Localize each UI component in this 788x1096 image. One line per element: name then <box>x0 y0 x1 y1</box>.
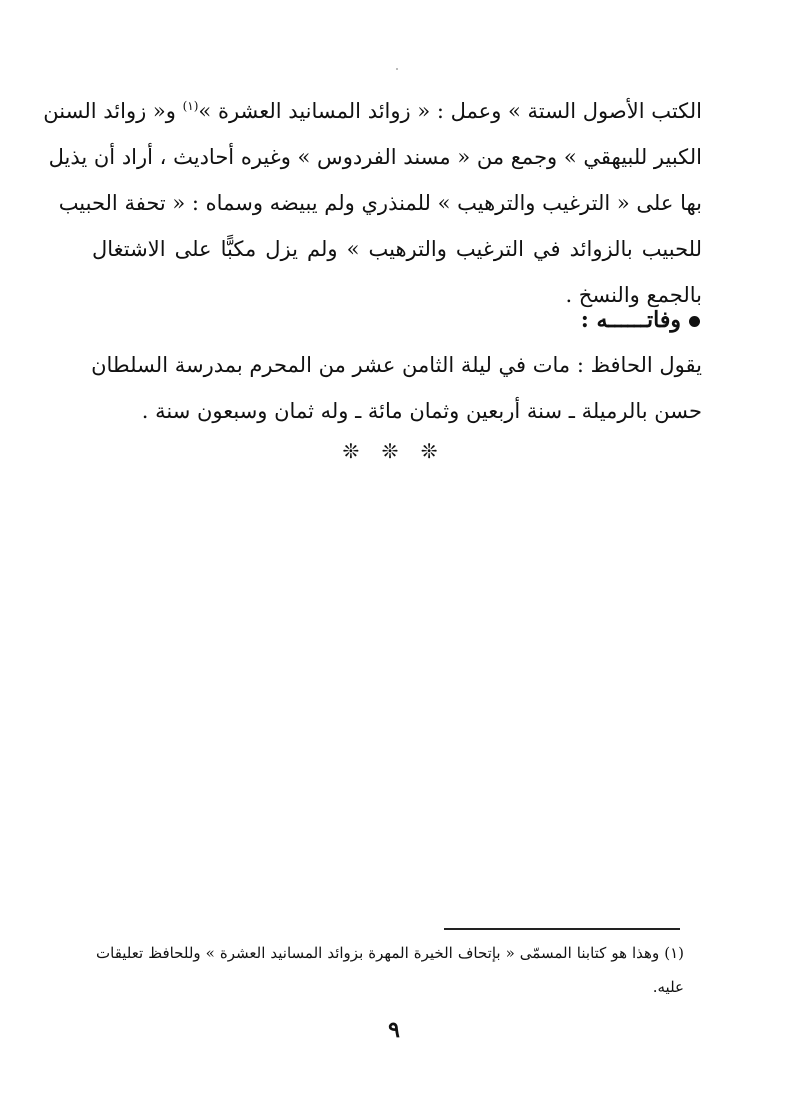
paragraph-line-text: الكتب الأصول الستة » وعمل : « زوائد المسانيد العشرة » <box>198 99 702 123</box>
paragraph-line <box>43 88 702 134</box>
paragraph-line: للحبيب بالزوائد في الترغيب والترهيب » ولم يزل مكبًّا على الاشتغال <box>92 237 702 261</box>
footnote-reference: (١) <box>182 99 199 113</box>
paragraph-line: بها على « الترغيب والترهيب » للمنذري ولم يبيضه وسماه : « تحفة الحبيب <box>58 191 702 215</box>
footnote-line: (١) وهذا هو كتابنا المسمّى « بإتحاف الخيرة المهرة بزوائد المسانيد العشرة » وللحافظ تعليقات <box>96 944 684 962</box>
death-paragraph <box>92 342 702 434</box>
footnote-divider <box>444 928 680 930</box>
bullet-icon <box>689 316 700 327</box>
scan-speck <box>396 68 398 70</box>
footnote-line: عليه. <box>652 978 684 996</box>
section-heading-text: وفاتــــــه : <box>580 307 681 333</box>
paragraph-line: حسن بالرميلة ـ سنة أربعين وثمان مائة ـ وله ثمان وسبعون سنة . <box>141 399 702 423</box>
paragraph-line: الكبير للبيهقي » وجمع من « مسند الفردوس » وغيره أحاديث ، أراد أن يذيل <box>48 145 702 169</box>
footnote <box>96 936 684 1004</box>
section-separator: ❊ ❊ ❊ <box>342 439 446 463</box>
paragraph-line: بالجمع والنسخ . <box>565 283 702 307</box>
page-number: ٩ <box>388 1017 400 1043</box>
section-heading <box>581 300 700 340</box>
paragraph-line: يقول الحافظ : مات في ليلة الثامن عشر من المحرم بمدرسة السلطان <box>91 353 702 377</box>
paragraph-line-tail: و« زوائد السنن <box>43 99 183 123</box>
biography-paragraph <box>43 88 702 318</box>
